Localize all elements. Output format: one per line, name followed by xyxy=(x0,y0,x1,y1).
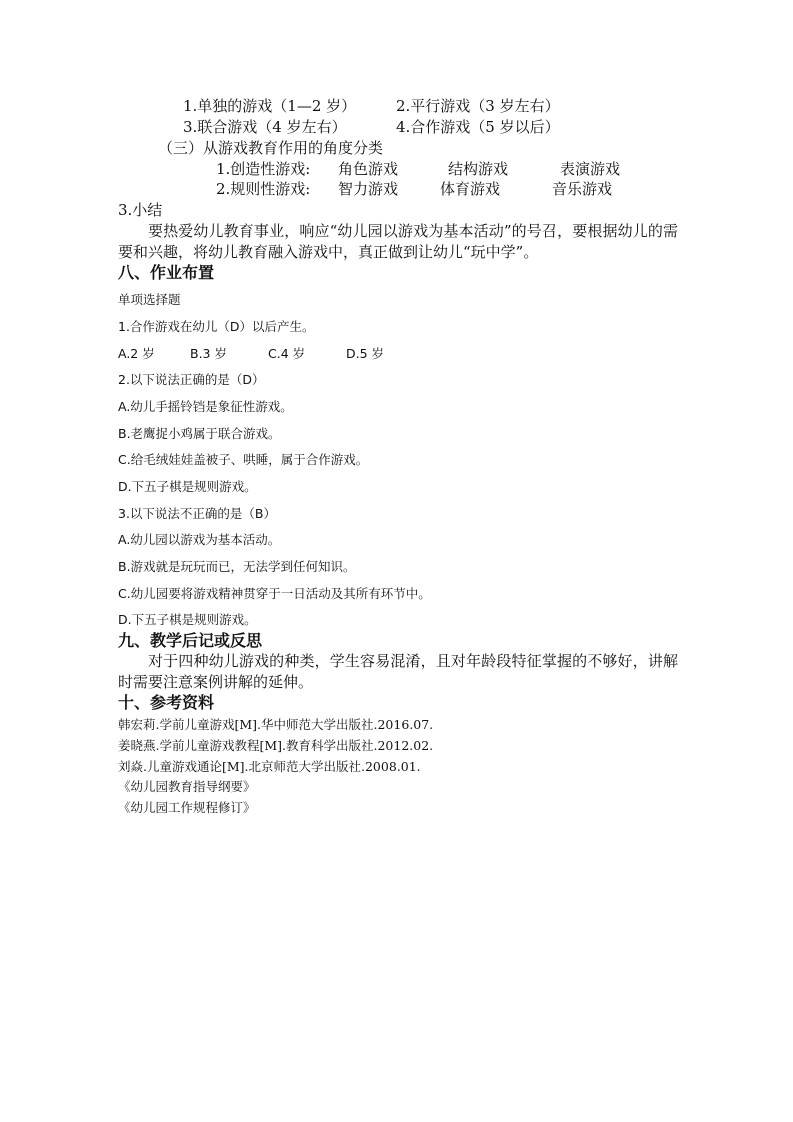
q3-option-d: D.下五子棋是规则游戏。 xyxy=(118,612,257,627)
question-2: 2.以下说法正确的是（D） xyxy=(118,372,265,387)
reflection-paragraph: 对于四种幼儿游戏的种类，学生容易混淆，且对年龄段特征掌握的不够好，讲解时需要注意案例讲解的延伸。 xyxy=(118,652,678,691)
question-3: 3.以下说法不正确的是（B） xyxy=(118,506,277,521)
rule-item-music: 音乐游戏 xyxy=(552,180,613,198)
rule-item-intellect: 智力游戏 xyxy=(338,180,399,198)
q2-option-b: B.老鹰捉小鸡属于联合游戏。 xyxy=(118,426,281,441)
q2-option-c: C.给毛绒娃娃盖被子、哄睡，属于合作游戏。 xyxy=(118,452,369,467)
type-item-3: 3.联合游戏（4 岁左右） xyxy=(183,118,347,136)
q1-option-a: A.2 岁 xyxy=(118,346,155,361)
type-item-4: 4.合作游戏（5 岁以后） xyxy=(396,118,560,136)
reflection-heading: 九、教学后记或反思 xyxy=(118,631,263,650)
homework-heading: 八、作业布置 xyxy=(118,263,215,282)
reference-item-3: 刘焱.儿童游戏通论[M].北京师范大学出版社.2008.01. xyxy=(118,759,421,774)
references-heading: 十、参考资料 xyxy=(118,693,215,712)
type-item-2: 2.平行游戏（3 岁左右） xyxy=(396,97,560,115)
homework-type: 单项选择题 xyxy=(118,292,181,307)
rule-label: 2.规则性游戏: xyxy=(216,180,311,198)
reference-item-5: 《幼儿园工作规程修订》 xyxy=(118,800,256,815)
classification-heading: （三）从游戏教育作用的角度分类 xyxy=(158,139,384,157)
q3-option-b: B.游戏就是玩玩而已，无法学到任何知识。 xyxy=(118,559,356,574)
q1-option-d: D.5 岁 xyxy=(346,346,385,361)
q1-option-c: C.4 岁 xyxy=(268,346,306,361)
summary-heading: 3.小结 xyxy=(118,201,163,219)
question-1: 1.合作游戏在幼儿（D）以后产生。 xyxy=(118,319,315,334)
creative-item-structure: 结构游戏 xyxy=(448,160,509,178)
summary-paragraph: 要热爱幼儿教育事业，响应“幼儿园以游戏为基本活动”的号召，要根据幼儿的需要和兴趣，将幼儿教育融入游戏中，真正做到让幼儿“玩中学”。 xyxy=(118,222,678,261)
creative-item-role: 角色游戏 xyxy=(338,160,399,178)
rule-item-sports: 体育游戏 xyxy=(440,180,501,198)
reference-item-4: 《幼儿园教育指导纲要》 xyxy=(118,779,256,794)
creative-item-performance: 表演游戏 xyxy=(560,160,621,178)
q3-option-a: A.幼儿园以游戏为基本活动。 xyxy=(118,532,281,547)
reference-item-1: 韩宏莉.学前儿童游戏[M].华中师范大学出版社.2016.07. xyxy=(118,717,434,732)
type-item-1: 1.单独的游戏（1—2 岁） xyxy=(183,97,357,115)
q2-option-a: A.幼儿手摇铃铛是象征性游戏。 xyxy=(118,399,293,414)
q1-option-b: B.3 岁 xyxy=(190,346,227,361)
creative-label: 1.创造性游戏: xyxy=(216,160,311,178)
reference-item-2: 姜晓燕.学前儿童游戏教程[M].教育科学出版社.2012.02. xyxy=(118,738,434,753)
q2-option-d: D.下五子棋是规则游戏。 xyxy=(118,479,257,494)
q3-option-c: C.幼儿园要将游戏精神贯穿于一日活动及其所有环节中。 xyxy=(118,586,431,601)
